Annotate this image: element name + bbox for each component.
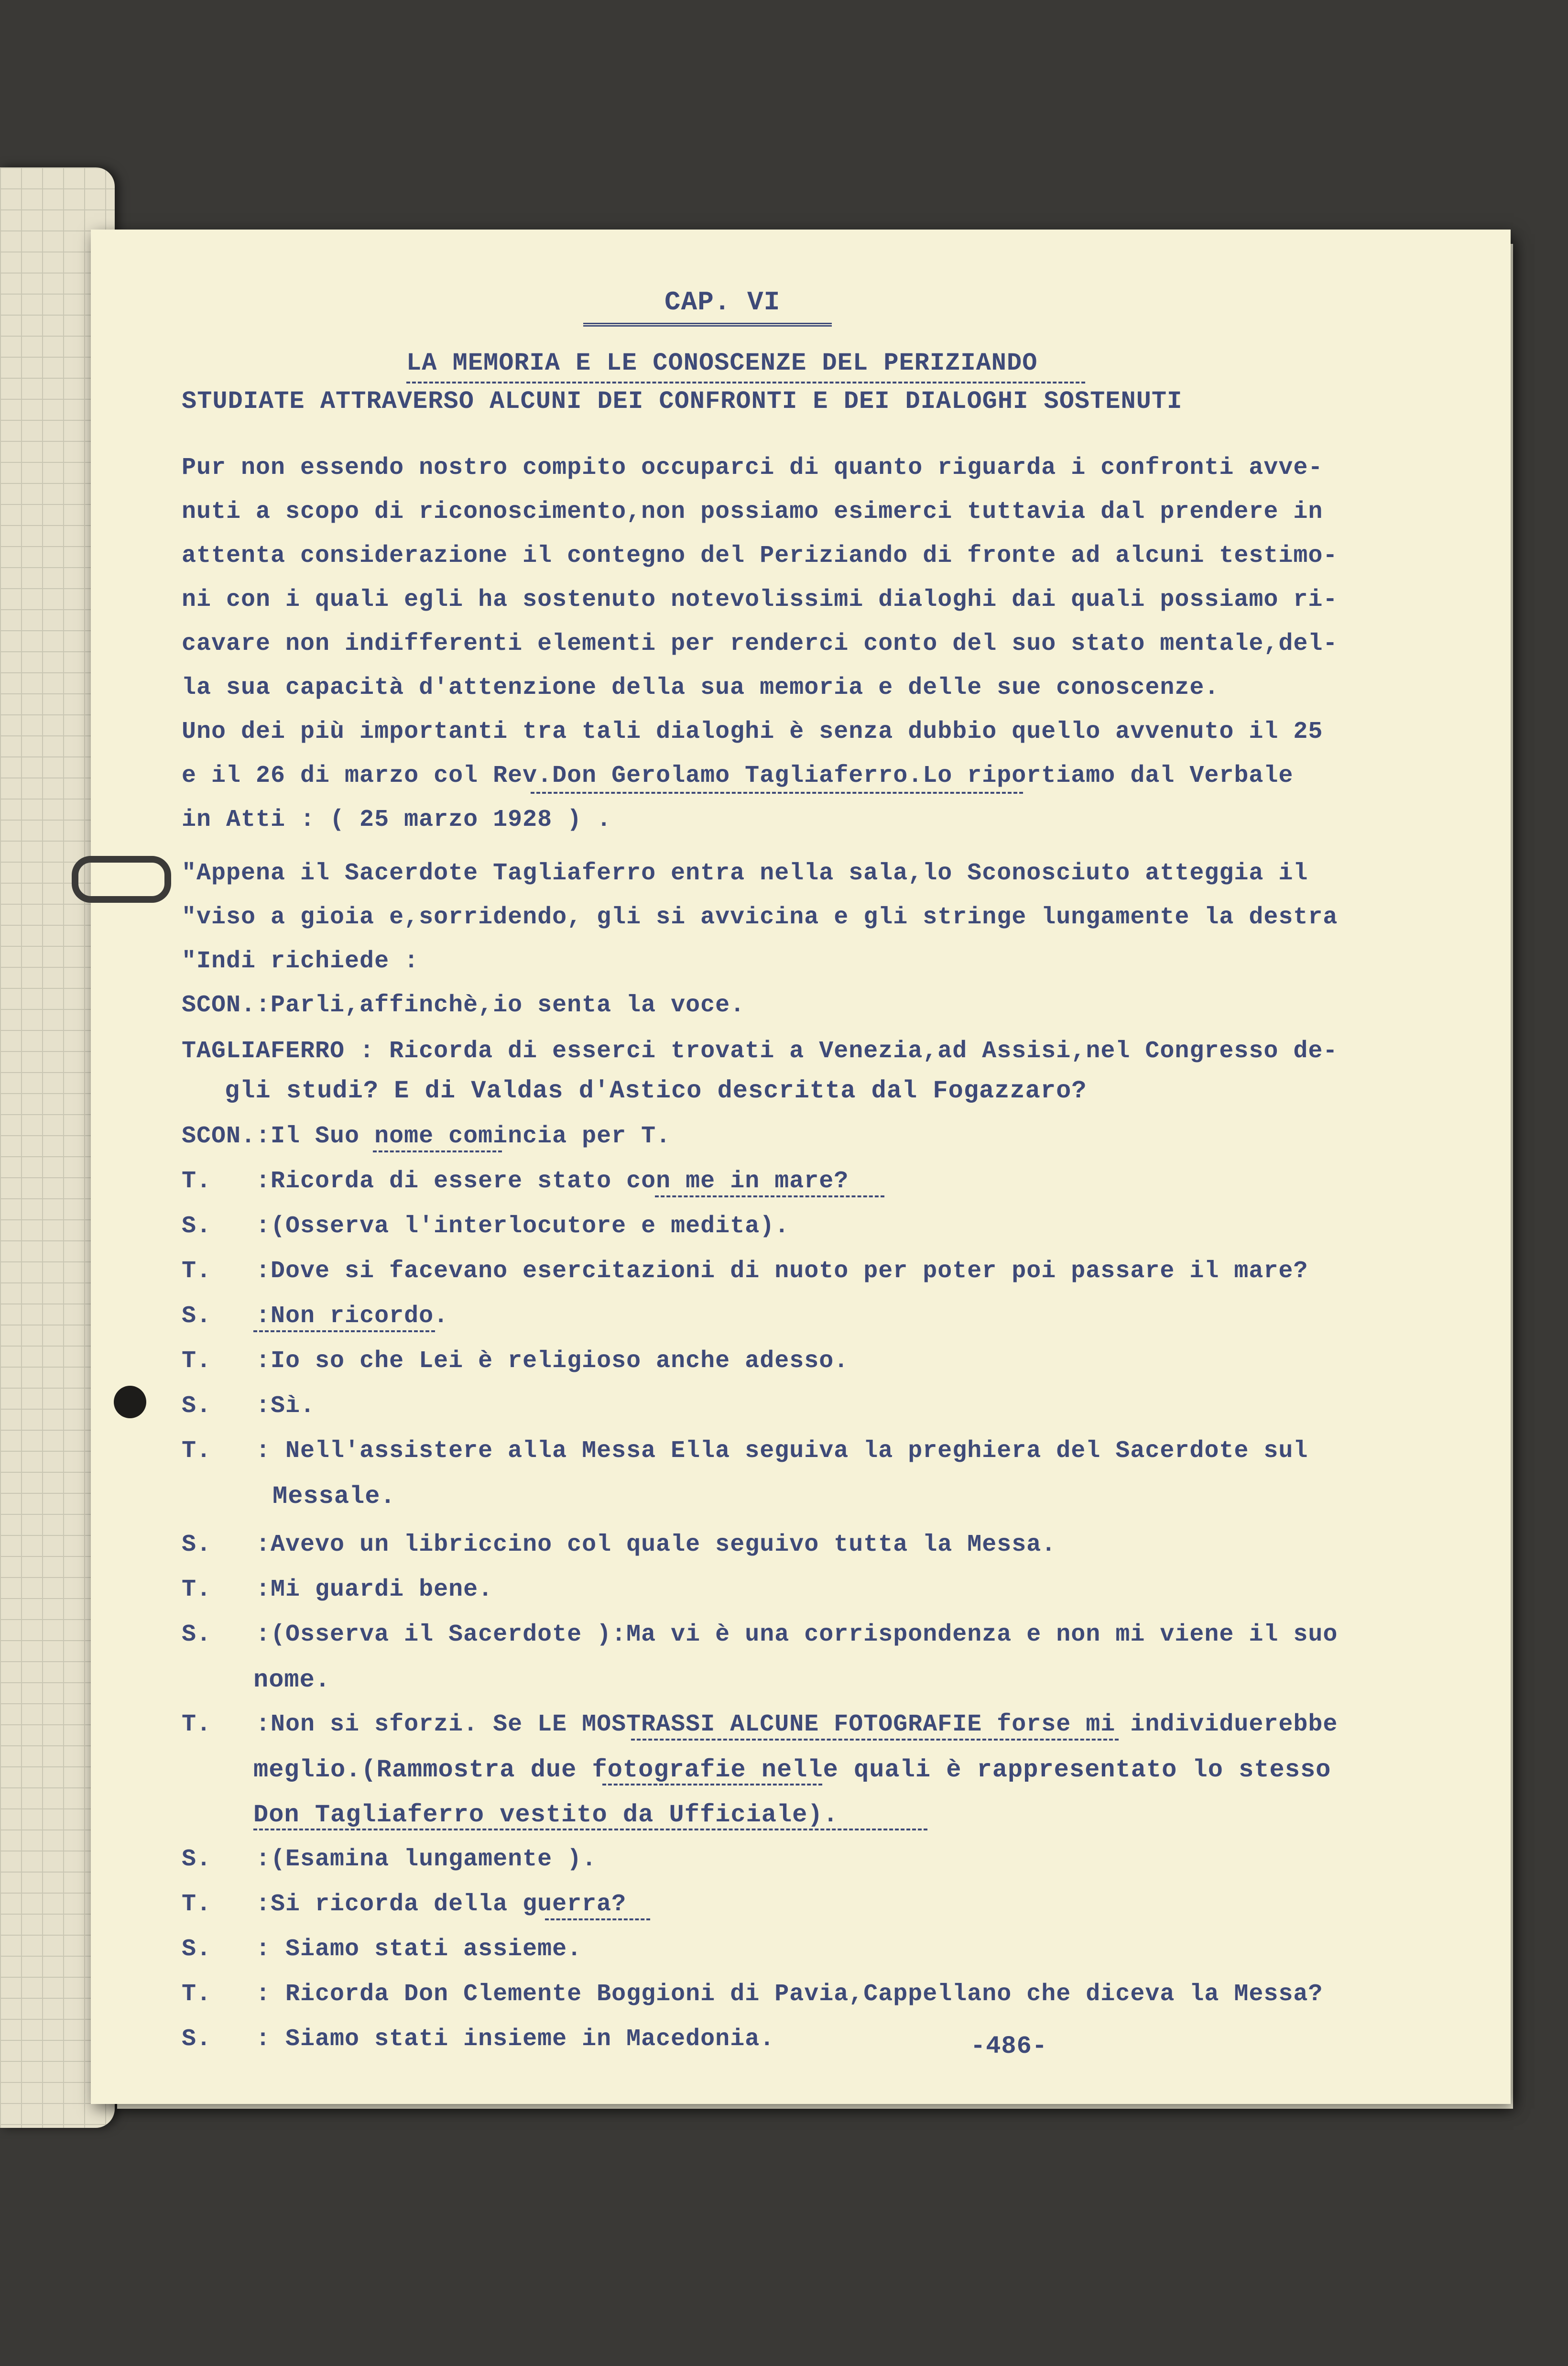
dialogue-continuation: gli studi? E di Valdas d'Astico descritta dal Fogazzaro? bbox=[225, 1077, 1087, 1105]
utterance: :(Osserva il Sacerdote ):Ma vi è una corrispondenza e non mi viene il suo bbox=[256, 1621, 1338, 1648]
intro-line: Pur non essendo nostro compito occuparci di quanto riguarda i confronti avve- bbox=[182, 454, 1323, 482]
utterance: :Io so che Lei è religioso anche adesso. bbox=[256, 1347, 849, 1375]
speaker: S. bbox=[182, 1392, 212, 1420]
speaker: T. bbox=[182, 1168, 212, 1195]
dialogue-line bbox=[182, 2026, 774, 2053]
word-underline bbox=[253, 1330, 435, 1332]
word-underline bbox=[545, 1918, 650, 1920]
word-underline bbox=[631, 1739, 1119, 1741]
quote-line: "viso a gioia e,sorridendo, gli si avvicina e gli stringe lungamente la destra bbox=[182, 904, 1338, 931]
word-underline bbox=[655, 1195, 884, 1197]
dialogue-continuation: nome. bbox=[253, 1666, 331, 1694]
speaker: S. bbox=[182, 2026, 212, 2053]
utterance: :Il Suo nome comincia per T. bbox=[256, 1123, 671, 1150]
dialogue-line bbox=[182, 992, 745, 1019]
chapter-number: CAP. VI bbox=[664, 287, 781, 318]
dialogue-line bbox=[182, 1392, 315, 1420]
dialogue-continuation: Don Tagliaferro vestito da Ufficiale). bbox=[253, 1801, 838, 1829]
intro-line: nuti a scopo di riconoscimento,non possiamo esimerci tuttavia dal prendere in bbox=[182, 498, 1323, 526]
dialogue-line bbox=[182, 1303, 448, 1330]
utterance: : Nell'assistere alla Messa Ella seguiva la preghiera del Sacerdote sul bbox=[256, 1437, 1308, 1465]
utterance: :Ricorda di essere stato con me in mare? bbox=[256, 1168, 849, 1195]
speaker: TAGLIAFERRO bbox=[182, 1038, 345, 1065]
speaker: SCON. bbox=[182, 1123, 256, 1150]
speaker: S. bbox=[182, 1303, 212, 1330]
dialogue-line bbox=[182, 1711, 1338, 1738]
name-underline bbox=[531, 792, 1023, 794]
dialogue-line bbox=[182, 1846, 597, 1873]
utterance: :Non si sforzi. Se LE MOSTRASSI ALCUNE FOTOGRAFIE forse mi individuerebbe bbox=[256, 1711, 1338, 1738]
dialogue-continuation: meglio.(Rammostra due fotografie nelle quali è rappresentato lo stesso bbox=[253, 1756, 1331, 1784]
speaker: T. bbox=[182, 1711, 212, 1738]
utterance: : Siamo stati assieme. bbox=[256, 1936, 582, 1963]
intro-line: Uno dei più importanti tra tali dialoghi è senza dubbio quello avvenuto il 25 bbox=[182, 718, 1323, 745]
dialogue-line bbox=[182, 1576, 493, 1603]
utterance: :(Esamina lungamente ). bbox=[256, 1846, 597, 1873]
chapter-title-line2: STUDIATE ATTRAVERSO ALCUNI DEI CONFRONTI E DEI DIALOGHI SOSTENUTI bbox=[182, 387, 1183, 416]
speaker: T. bbox=[182, 1576, 212, 1603]
speaker: S. bbox=[182, 1846, 212, 1873]
utterance: : Siamo stati insieme in Macedonia. bbox=[256, 2026, 775, 2053]
speaker: S. bbox=[182, 1621, 212, 1648]
utterance: :Avevo un libriccino col quale seguivo tutta la Messa. bbox=[256, 1531, 1056, 1558]
speaker: T. bbox=[182, 1258, 212, 1285]
dialogue-line bbox=[182, 1258, 1308, 1285]
dialogue-line bbox=[182, 1531, 1056, 1558]
quote-line: "Indi richiede : bbox=[182, 948, 419, 975]
dialogue-line bbox=[182, 1621, 1338, 1648]
punch-hole bbox=[114, 1386, 146, 1418]
intro-line: cavare non indifferenti elementi per renderci conto del suo stato mentale,del- bbox=[182, 630, 1338, 657]
speaker: T. bbox=[182, 1437, 212, 1465]
dialogue-line bbox=[182, 1168, 849, 1195]
dialogue-line bbox=[182, 1123, 671, 1150]
utterance: :Mi guardi bene. bbox=[256, 1576, 493, 1603]
dialogue-line bbox=[182, 1981, 1323, 2008]
utterance: : Ricorda di esserci trovati a Venezia,ad Assisi,nel Congresso de- bbox=[359, 1038, 1338, 1065]
intro-line: la sua capacità d'attenzione della sua memoria e delle sue conoscenze. bbox=[182, 674, 1220, 701]
chapter-title-line1: LA MEMORIA E LE CONOSCENZE DEL PERIZIANDO bbox=[406, 349, 1038, 377]
speaker: S. bbox=[182, 1936, 212, 1963]
speaker: S. bbox=[182, 1213, 212, 1240]
utterance: :(Osserva l'interlocutore e medita). bbox=[256, 1213, 790, 1240]
word-underline bbox=[373, 1150, 502, 1152]
dialogue-line bbox=[182, 1437, 1308, 1465]
quote-line: "Appena il Sacerdote Tagliaferro entra nella sala,lo Sconosciuto atteggia il bbox=[182, 860, 1308, 887]
word-underline bbox=[253, 1829, 927, 1830]
word-underline bbox=[602, 1784, 822, 1785]
intro-line: attenta considerazione il contegno del Periziando di fronte ad alcuni testimo- bbox=[182, 542, 1338, 570]
utterance: :Dove si facevano esercitazioni di nuoto per poter poi passare il mare? bbox=[256, 1258, 1308, 1285]
utterance: :Non ricordo. bbox=[256, 1303, 449, 1330]
intro-line: ni con i quali egli ha sostenuto notevolissimi dialoghi dai quali possiamo ri- bbox=[182, 586, 1338, 613]
dialogue-line bbox=[182, 1891, 626, 1918]
binder-ring bbox=[72, 856, 171, 903]
dialogue-continuation: Messale. bbox=[272, 1482, 396, 1511]
title-underline bbox=[406, 382, 1085, 383]
dialogue-line bbox=[182, 1936, 582, 1963]
speaker: SCON. bbox=[182, 992, 256, 1019]
typewritten-page bbox=[91, 230, 1511, 2104]
utterance: :Parli,affinchè,io senta la voce. bbox=[256, 992, 745, 1019]
page-number: -486- bbox=[970, 2032, 1048, 2060]
dialogue-line bbox=[182, 1038, 1338, 1065]
speaker: T. bbox=[182, 1981, 212, 2008]
utterance: : Ricorda Don Clemente Boggioni di Pavia,Cappellano che diceva la Messa? bbox=[256, 1981, 1323, 2008]
dialogue-line bbox=[182, 1347, 849, 1375]
intro-line: e il 26 di marzo col Rev.Don Gerolamo Tagliaferro.Lo riportiamo dal Verbale bbox=[182, 762, 1294, 789]
speaker: T. bbox=[182, 1891, 212, 1918]
intro-line: in Atti : ( 25 marzo 1928 ) . bbox=[182, 806, 612, 833]
dialogue-line bbox=[182, 1213, 789, 1240]
speaker: S. bbox=[182, 1531, 212, 1558]
utterance: :Si ricorda della guerra? bbox=[256, 1891, 627, 1918]
chapter-underline bbox=[583, 323, 832, 327]
utterance: :Sì. bbox=[256, 1392, 316, 1420]
speaker: T. bbox=[182, 1347, 212, 1375]
